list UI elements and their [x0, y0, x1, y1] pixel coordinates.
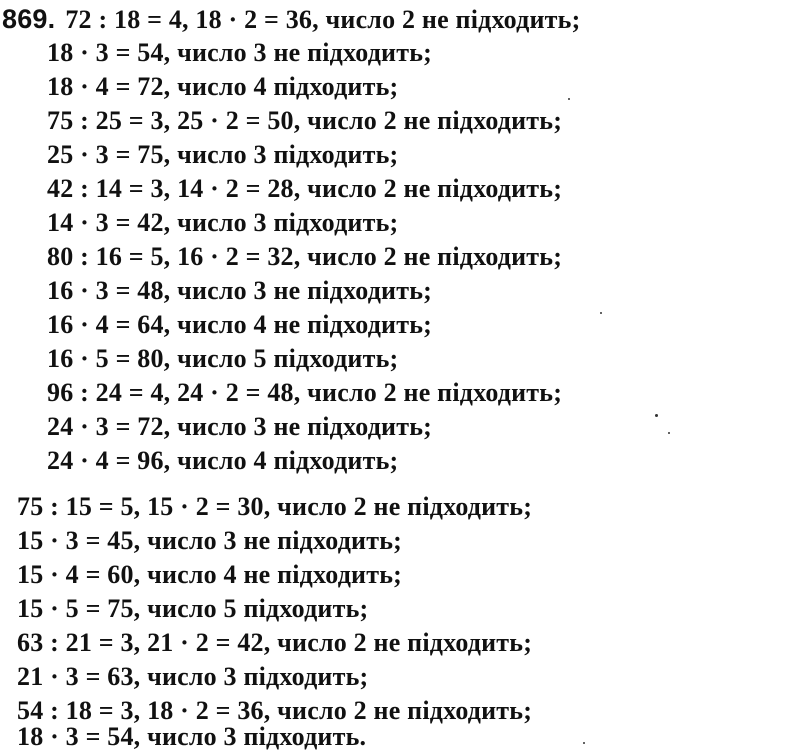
solution-line: 75 : 15 = 5, 15 · 2 = 30, число 2 не підходить;: [17, 492, 533, 521]
solution-line: 15 · 4 = 60, число 4 не підходить;: [17, 560, 403, 589]
solution-line: 21 · 3 = 63, число 3 підходить;: [17, 662, 369, 691]
scan-speck: [583, 742, 585, 744]
exercise-number: 869.: [2, 4, 56, 34]
solution-line: 14 · 3 = 42, число 3 підходить;: [47, 208, 399, 237]
solution-line: 96 : 24 = 4, 24 · 2 = 48, число 2 не підходить;: [47, 378, 563, 407]
solution-line: 42 : 14 = 3, 14 · 2 = 28, число 2 не підходить;: [47, 174, 563, 203]
solution-line: 16 · 3 = 48, число 3 не підходить;: [47, 276, 433, 305]
solution-line: 75 : 25 = 3, 25 · 2 = 50, число 2 не підходить;: [47, 106, 563, 135]
solution-line: 16 · 4 = 64, число 4 не підходить;: [47, 310, 433, 339]
solution-line: 63 : 21 = 3, 21 · 2 = 42, число 2 не підходить;: [17, 628, 533, 657]
solution-line: 24 · 4 = 96, число 4 підходить;: [47, 446, 399, 475]
solution-line: 18 · 4 = 72, число 4 підходить;: [47, 72, 399, 101]
solution-line: 15 · 5 = 75, число 5 підходить;: [17, 594, 369, 623]
scan-speck: [568, 98, 570, 100]
solution-line: 24 · 3 = 72, число 3 не підходить;: [47, 412, 433, 441]
solution-line-first: [2, 2, 580, 37]
solution-line: 18 · 3 = 54, число 3 підходить.: [17, 722, 367, 751]
scan-speck: [655, 414, 658, 417]
solution-line: 54 : 18 = 3, 18 · 2 = 36, число 2 не підходить;: [17, 696, 533, 725]
solution-line: 80 : 16 = 5, 16 · 2 = 32, число 2 не підходить;: [47, 242, 563, 271]
solution-line: 16 · 5 = 80, число 5 підходить;: [47, 344, 399, 373]
solution-line: 25 · 3 = 75, число 3 підходить;: [47, 140, 399, 169]
scan-speck: [600, 312, 602, 314]
scan-speck: [668, 432, 670, 434]
solution-line: 15 · 3 = 45, число 3 не підходить;: [17, 526, 403, 555]
solution-line-text: 72 : 18 = 4, 18 · 2 = 36, число 2 не підходить;: [65, 5, 581, 34]
solution-line: 18 · 3 = 54, число 3 не підходить;: [47, 38, 433, 67]
